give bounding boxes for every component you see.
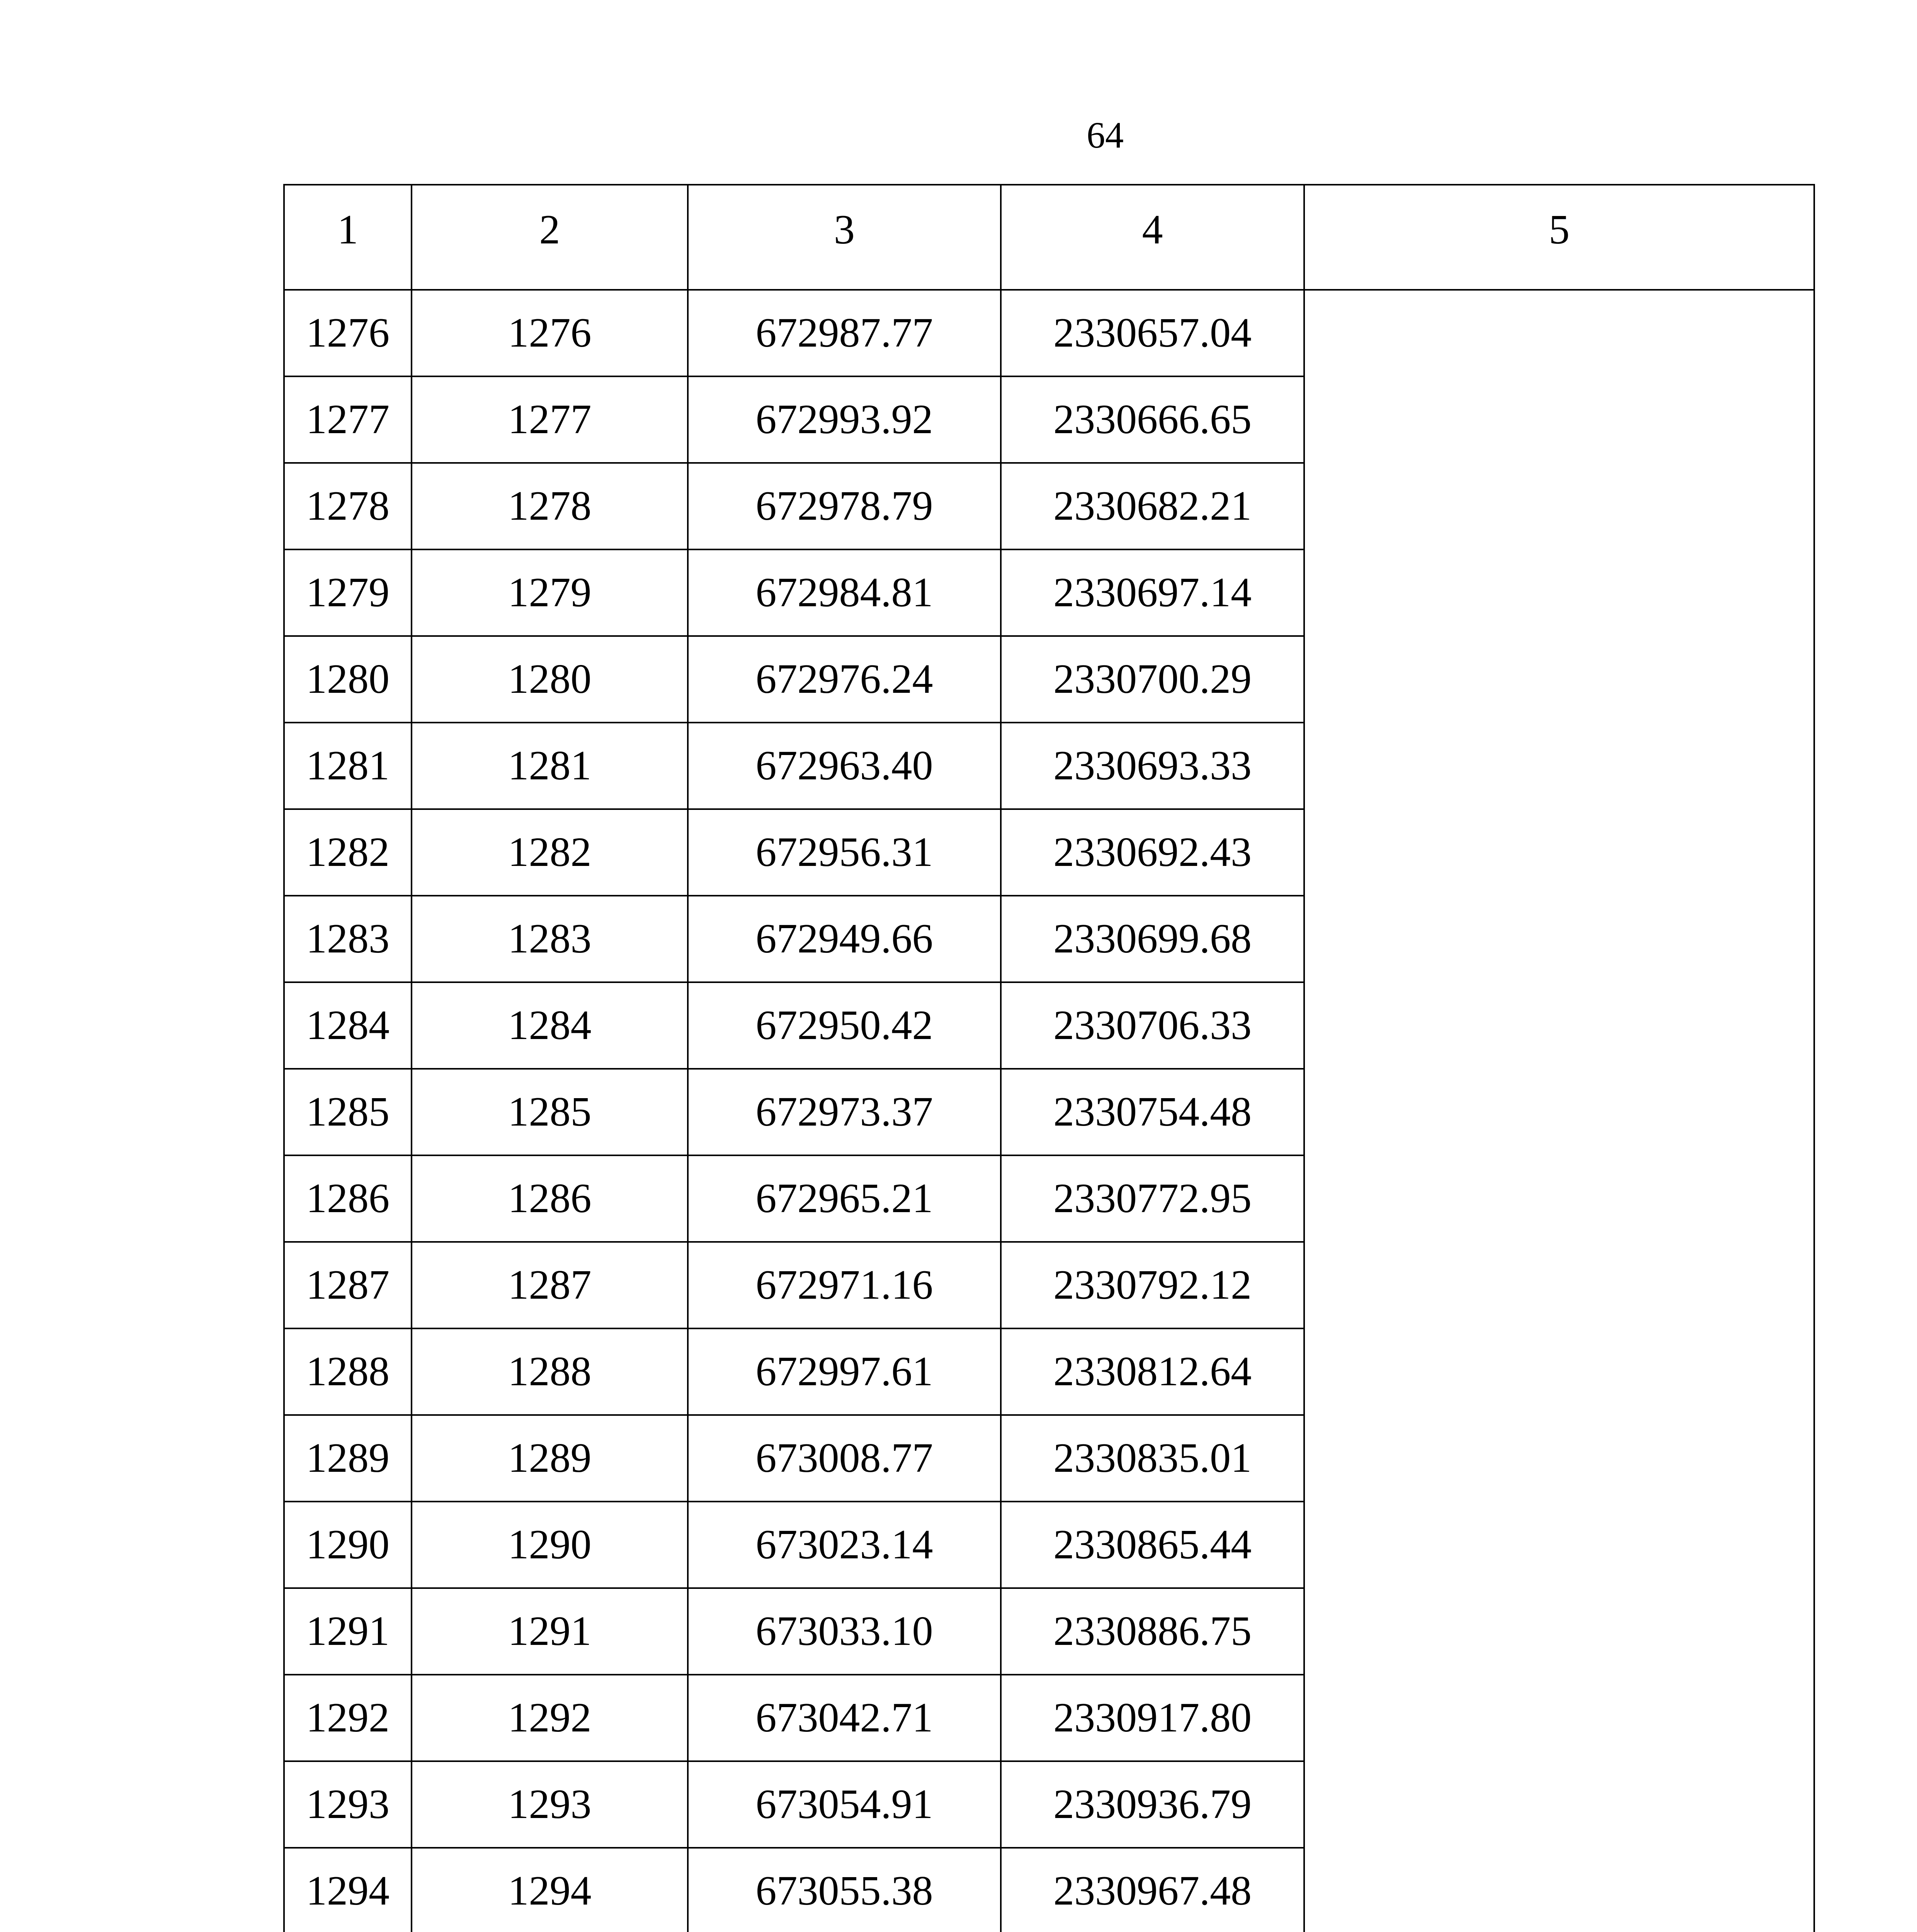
table-cell-col2: 1279 — [412, 549, 688, 636]
table-cell-col4: 2330692.43 — [1001, 809, 1304, 896]
table-cell-col1: 1290 — [284, 1502, 412, 1588]
table-cell-col3: 672950.42 — [688, 982, 1001, 1069]
coordinates-table — [283, 184, 1815, 1932]
table-cell-col1: 1293 — [284, 1761, 412, 1848]
table-cell-col1: 1288 — [284, 1328, 412, 1415]
table-cell-col4: 2330682.21 — [1001, 463, 1304, 549]
table-cell-col1: 1292 — [284, 1675, 412, 1761]
table-cell-col4: 2330700.29 — [1001, 636, 1304, 723]
table-cell-col2: 1289 — [412, 1415, 688, 1502]
table-cell-col1: 1285 — [284, 1069, 412, 1155]
column-header-2: 2 — [412, 185, 688, 290]
table-cell-col4: 2330917.80 — [1001, 1675, 1304, 1761]
table-cell-col2: 1294 — [412, 1848, 688, 1932]
table-cell-col3: 672973.37 — [688, 1069, 1001, 1155]
table-cell-col3: 672976.24 — [688, 636, 1001, 723]
table-cell-col3: 672993.92 — [688, 376, 1001, 463]
table-cell-col2: 1286 — [412, 1155, 688, 1242]
table-cell-col4: 2330967.48 — [1001, 1848, 1304, 1932]
column-header-4: 4 — [1001, 185, 1304, 290]
table-cell-col3: 672987.77 — [688, 290, 1001, 376]
table-cell-col4: 2330886.75 — [1001, 1588, 1304, 1675]
table-cell-col1: 1287 — [284, 1242, 412, 1328]
table-cell-col2: 1287 — [412, 1242, 688, 1328]
table-cell-col1: 1282 — [284, 809, 412, 896]
table-cell-col1: 1276 — [284, 290, 412, 376]
column-header-3: 3 — [688, 185, 1001, 290]
table-cell-col3: 673042.71 — [688, 1675, 1001, 1761]
table-cell-col1: 1284 — [284, 982, 412, 1069]
table-cell-col3: 672971.16 — [688, 1242, 1001, 1328]
table-cell-col2: 1292 — [412, 1675, 688, 1761]
table-cell-col1: 1286 — [284, 1155, 412, 1242]
table-header — [284, 185, 1814, 290]
table-cell-col4: 2330865.44 — [1001, 1502, 1304, 1588]
table-cell-col4: 2330835.01 — [1001, 1415, 1304, 1502]
table-cell-col1: 1281 — [284, 723, 412, 809]
table-cell-col4: 2330697.14 — [1001, 549, 1304, 636]
table-cell-col2: 1284 — [412, 982, 688, 1069]
table-cell-col4: 2330812.64 — [1001, 1328, 1304, 1415]
table-cell-col1: 1294 — [284, 1848, 412, 1932]
table-cell-col3: 673055.38 — [688, 1848, 1001, 1932]
table-cell-col3: 672963.40 — [688, 723, 1001, 809]
table-body — [284, 290, 1814, 1932]
table-cell-col3: 672956.31 — [688, 809, 1001, 896]
table-cell-col2: 1276 — [412, 290, 688, 376]
table-cell-col3: 673008.77 — [688, 1415, 1001, 1502]
table-cell-col4: 2330693.33 — [1001, 723, 1304, 809]
table-cell-col2: 1280 — [412, 636, 688, 723]
table-cell-col3: 673054.91 — [688, 1761, 1001, 1848]
table-cell-col2: 1283 — [412, 896, 688, 982]
table-cell-col4: 2330666.65 — [1001, 376, 1304, 463]
table-cell-col2: 1290 — [412, 1502, 688, 1588]
table-cell-col4: 2330699.68 — [1001, 896, 1304, 982]
table-cell-col2: 1277 — [412, 376, 688, 463]
table-cell-col3: 672984.81 — [688, 549, 1001, 636]
table-cell-col3: 673023.14 — [688, 1502, 1001, 1588]
table-cell-col4: 2330706.33 — [1001, 982, 1304, 1069]
page-number: 64 — [1087, 114, 1124, 156]
table-cell-col1: 1278 — [284, 463, 412, 549]
table-cell-col2: 1282 — [412, 809, 688, 896]
table-cell-col4: 2330754.48 — [1001, 1069, 1304, 1155]
table-cell-col1: 1279 — [284, 549, 412, 636]
table-cell-col1: 1280 — [284, 636, 412, 723]
column-header-5: 5 — [1304, 185, 1814, 290]
table-cell-col1: 1289 — [284, 1415, 412, 1502]
table-row — [284, 290, 1814, 376]
table-cell-col3: 672997.61 — [688, 1328, 1001, 1415]
table-cell-col4: 2330936.79 — [1001, 1761, 1304, 1848]
table-cell-col2: 1278 — [412, 463, 688, 549]
header-row — [284, 185, 1814, 290]
table-cell-col1: 1277 — [284, 376, 412, 463]
table-cell-col2: 1285 — [412, 1069, 688, 1155]
table-cell-col3: 672949.66 — [688, 896, 1001, 982]
table-cell-col1: 1283 — [284, 896, 412, 982]
table-cell-col2: 1293 — [412, 1761, 688, 1848]
table-cell-col2: 1281 — [412, 723, 688, 809]
table-cell-col5-empty — [1304, 290, 1814, 1932]
table-cell-col4: 2330772.95 — [1001, 1155, 1304, 1242]
table-cell-col2: 1291 — [412, 1588, 688, 1675]
column-header-1: 1 — [284, 185, 412, 290]
table-cell-col3: 673033.10 — [688, 1588, 1001, 1675]
table-cell-col3: 672965.21 — [688, 1155, 1001, 1242]
table-cell-col4: 2330657.04 — [1001, 290, 1304, 376]
table-cell-col2: 1288 — [412, 1328, 688, 1415]
table-cell-col1: 1291 — [284, 1588, 412, 1675]
table-cell-col4: 2330792.12 — [1001, 1242, 1304, 1328]
table-cell-col3: 672978.79 — [688, 463, 1001, 549]
